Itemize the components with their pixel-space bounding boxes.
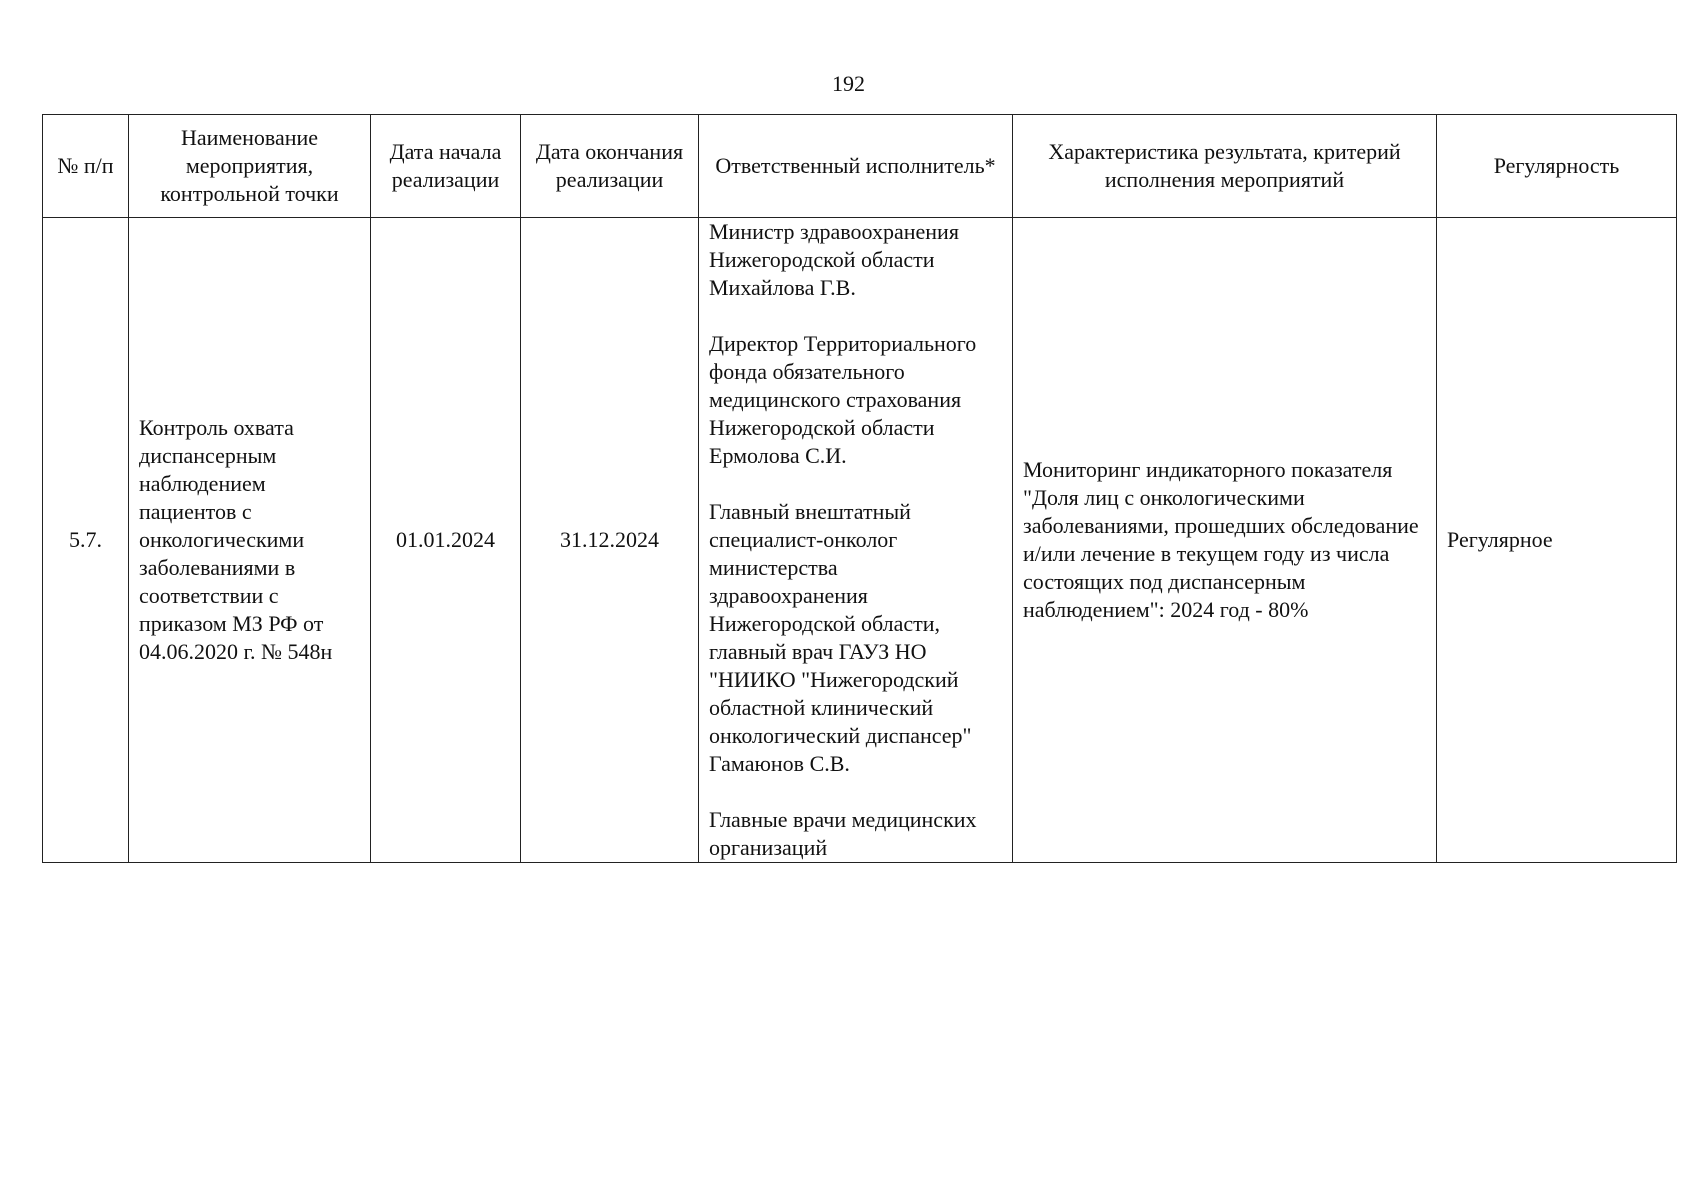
table-header-row <box>43 115 1677 218</box>
cell-regularity: Регулярное <box>1437 218 1677 863</box>
cell-start-date: 01.01.2024 <box>371 218 521 863</box>
header-number: № п/п <box>43 115 129 218</box>
header-start-date: Дата начала реализации <box>371 115 521 218</box>
cell-result: Мониторинг индикаторного показателя "Доля лиц с онкологическими заболеваниями, прошедших обследование и/или лечение в текущем году из числа состоящих под диспансерным наблюдением": 2024 год - 80% <box>1013 218 1437 863</box>
cell-activity-name: Контроль охвата диспансерным наблюдением пациентов с онкологическими заболеваниями в соответствии с приказом МЗ РФ от 04.06.2020 г. № 548н <box>129 218 371 863</box>
responsible-fund-director: Директор Территориального фонда обязательного медицинского страхования Нижегородской области Ермолова С.И. <box>709 331 977 468</box>
table-row <box>43 218 1677 863</box>
header-activity-name: Наименование мероприятия, контрольной точки <box>129 115 371 218</box>
header-regularity: Регулярность <box>1437 115 1677 218</box>
responsible-minister: Министр здравоохранения Нижегородской области Михайлова Г.В. <box>709 219 959 300</box>
responsible-chief-doctors: Главные врачи медицинских организаций <box>709 807 977 860</box>
cell-responsible <box>699 218 1013 863</box>
page-number: 192 <box>832 71 865 96</box>
responsible-chief-oncologist: Главный внештатный специалист-онколог министерства здравоохранения Нижегородской области, главный врач ГАУЗ НО "НИИКО "Нижегородский областной клинический онкологический диспансер" Гамаюнов С.В. <box>709 499 972 776</box>
header-end-date: Дата окончания реализации <box>521 115 699 218</box>
cell-end-date: 31.12.2024 <box>521 218 699 863</box>
activities-table <box>42 114 1677 863</box>
cell-number: 5.7. <box>43 218 129 863</box>
header-result: Характеристика результата, критерий исполнения мероприятий <box>1013 115 1437 218</box>
header-responsible: Ответственный исполнитель* <box>699 115 1013 218</box>
